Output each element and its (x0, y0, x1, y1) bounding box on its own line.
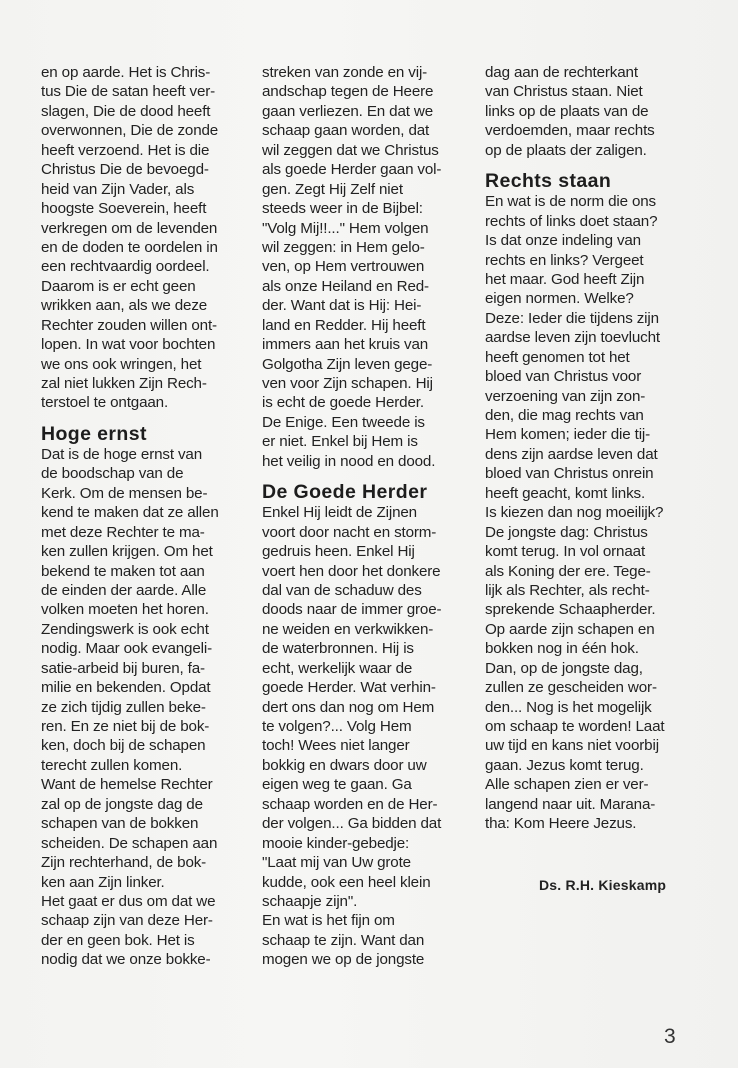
text-line: als Koning der ere. Tege- (485, 562, 651, 580)
text-line: ken zullen krijgen. Om het (41, 543, 213, 561)
text-line: Op aarde zijn schapen en (485, 620, 655, 638)
text-line: wil zeggen: in Hem gelo- (262, 238, 425, 256)
text-line: verkregen om de levenden (41, 219, 218, 237)
text-line: "Volg Mij!!..." Hem volgen (262, 219, 429, 237)
text-line: steeds weer in de Bijbel: (262, 200, 423, 218)
section-heading: Rechts staan (485, 170, 612, 193)
text-line: Daarom is er echt geen (41, 277, 196, 295)
text-line: heid van Zijn Vader, als (41, 180, 195, 198)
text-line: is echt de goede Herder. (262, 394, 424, 412)
body-paragraph (41, 445, 256, 970)
text-line: Alle schapen zien er ver- (485, 776, 649, 794)
text-line: Enkel Hij leidt de Zijnen (262, 504, 417, 522)
text-line: land en Redder. Hij heeft (262, 316, 426, 334)
text-line: schaapje zijn". (262, 892, 358, 910)
body-paragraph (262, 503, 477, 970)
text-line: der en geen bok. Het is (41, 931, 195, 949)
text-line: verdoemden, maar rechts (485, 122, 655, 140)
text-line: bloed van Christus voor (485, 368, 642, 386)
text-line: hoogste Soeverein, heeft (41, 200, 207, 218)
text-line: doods naar de immer groe- (262, 601, 442, 619)
text-line: voert hen door het donkere (262, 562, 441, 580)
section-heading: Hoge ernst (41, 422, 147, 445)
text-line: Is kiezen dan nog moeilijk? (485, 504, 664, 522)
text-line: gaan. Jezus komt terug. (485, 756, 644, 774)
text-line: "Laat mij van Uw grote (262, 854, 411, 872)
text-line: langend naar uit. Marana- (485, 795, 656, 813)
text-line: de einden der aarde. Alle (41, 581, 207, 599)
text-line: heeft genomen tot het (485, 348, 630, 366)
text-line: gedruis heen. Enkel Hij (262, 543, 415, 561)
author-signature: Ds. R.H. Kieskamp (539, 877, 667, 893)
text-line: tha: Kom Heere Jezus. (485, 815, 637, 833)
text-line: het maar. God heeft Zijn (485, 270, 645, 288)
text-line: milie en bekenden. Opdat (41, 679, 211, 697)
text-line: links op de plaats van de (485, 102, 649, 120)
text-line: aardse leven zijn toevlucht (485, 329, 660, 347)
text-line: Zijn rechterhand, de bok- (41, 854, 207, 872)
text-line: een rechtvaardig oordeel. (41, 258, 210, 276)
body-paragraph (262, 63, 477, 471)
text-line: op de plaats der zaligen. (485, 141, 647, 159)
text-line: Want de hemelse Rechter (41, 776, 213, 794)
text-line: heeft verzoend. Het is die (41, 141, 210, 159)
text-line: toch! Wees niet langer (262, 737, 410, 755)
text-line: Het gaat er dus om dat we (41, 892, 216, 910)
column-3 (485, 63, 705, 834)
text-line: als goede Herder gaan vol- (262, 161, 442, 179)
text-line: bokkig en dwars door uw (262, 756, 427, 774)
text-line: te volgen?... Volg Hem (262, 718, 412, 735)
text-line: het veilig in nood en dood. (262, 452, 436, 470)
text-line: immers aan het kruis van (262, 336, 429, 354)
text-line: rechts of links doet staan? (485, 212, 658, 230)
text-line: nodig. Maar ook evangeli- (41, 640, 213, 658)
text-line: tus Die de satan heeft ver- (41, 83, 216, 101)
text-line: ken, doch bij de schapen (41, 737, 206, 755)
text-line: lijk als Rechter, als recht- (485, 581, 650, 599)
text-line: ven voor Zijn schapen. Hij (262, 375, 433, 392)
text-line: sprekende Schaapherder. (485, 601, 656, 619)
text-line: Is dat onze indeling van (485, 232, 641, 250)
text-line: kend te maken dat ze allen (41, 504, 219, 522)
text-line: de boodschap van de (41, 465, 184, 483)
text-line: dag aan de rechterkant (485, 64, 638, 81)
text-line: streken van zonde en vij- (262, 64, 428, 81)
text-line: zal op de jongste dag de (41, 795, 203, 813)
section-heading: De Goede Herder (262, 481, 428, 504)
text-line: Dan, op de jongste dag, (485, 659, 643, 677)
text-line: Kerk. Om de mensen be- (41, 484, 208, 502)
page-number: 3 (664, 1025, 676, 1048)
text-line: als onze Heiland en Red- (262, 277, 429, 295)
text-line: ren. En ze niet bij de bok- (41, 718, 210, 735)
body-paragraph (41, 63, 256, 413)
text-line: zullen ze gescheiden wor- (485, 679, 657, 697)
text-line: wrikken aan, als we deze (41, 297, 208, 315)
column-2 (262, 63, 477, 970)
text-line: gen. Zegt Hij Zelf niet (262, 180, 403, 198)
text-line: komt terug. In vol ornaat (485, 543, 646, 561)
text-line: dal van de schaduw des (262, 581, 422, 599)
text-line: er niet. Enkel bij Hem is (262, 433, 418, 451)
text-line: gaan verliezen. En dat we (262, 102, 434, 120)
text-line: verzoening van zijn zon- (485, 387, 646, 405)
text-line: bloed van Christus onrein (485, 465, 654, 483)
text-line: Dat is de hoge ernst van (41, 445, 203, 463)
text-line: ze zich tijdig zullen beke- (41, 698, 206, 716)
text-line: volken moeten het horen. (41, 601, 209, 619)
column-1 (41, 63, 256, 970)
text-line: schapen van de bokken (41, 815, 199, 833)
text-line: dens zijn aardse leven dat (485, 445, 658, 463)
text-line: goede Herder. Wat verhin- (262, 679, 436, 697)
text-line: schaap worden en de Her- (262, 795, 438, 813)
text-line: Zendingswerk is ook echt (41, 620, 209, 638)
text-line: en de doden te oordelen in (41, 238, 218, 256)
text-line: wil zeggen dat we Christus (262, 141, 439, 159)
text-line: van Christus staan. Niet (485, 83, 643, 101)
text-line: en op aarde. Het is Chris- (41, 64, 211, 81)
text-line: echt, werkelijk waar de (262, 659, 413, 677)
text-line: den... Nog is het mogelijk (485, 698, 652, 716)
text-line: En wat is de norm die ons (485, 193, 656, 211)
text-line: schaap gaan worden, dat (262, 122, 430, 140)
text-line: met deze Rechter te ma- (41, 523, 205, 541)
text-line: schaap te zijn. Want dan (262, 931, 425, 949)
body-paragraph (485, 63, 705, 160)
text-line: ne weiden en verkwikken- (262, 620, 434, 638)
text-line: de waterbronnen. Hij is (262, 640, 414, 658)
text-line: bokken nog in één hok. (485, 640, 639, 658)
text-line: den, die mag rechts van (485, 407, 644, 424)
text-line: voort door nacht en storm- (262, 523, 437, 541)
text-line: der. Want dat is Hij: Hei- (262, 297, 422, 315)
text-line: Golgotha Zijn leven gege- (262, 355, 433, 373)
text-line: bekend te maken tot aan (41, 562, 205, 580)
text-line: uw tijd en kans niet voorbij (485, 737, 659, 755)
text-line: scheiden. De schapen aan (41, 834, 218, 852)
text-line: satie-arbeid bij buren, fa- (41, 659, 205, 677)
text-line: dert ons dan nog om Hem (262, 698, 435, 716)
text-line: De jongste dag: Christus (485, 523, 648, 541)
text-line: om schaap te worden! Laat (485, 718, 665, 735)
text-line: Hem komen; ieder die tij- (485, 426, 651, 444)
body-paragraph (485, 192, 705, 833)
text-line: terecht zullen komen. (41, 756, 183, 774)
text-line: Christus Die de bevoegd- (41, 161, 209, 179)
text-line: De Enige. Een tweede is (262, 413, 425, 431)
text-line: En wat is het fijn om (262, 912, 395, 930)
text-line: rechts en links? Vergeet (485, 251, 644, 269)
text-line: nodig dat we onze bokke- (41, 951, 211, 969)
text-line: kudde, ook een heel klein (262, 873, 431, 891)
text-line: mogen we op de jongste (262, 951, 425, 969)
text-line: lopen. In wat voor bochten (41, 336, 216, 354)
text-line: eigen normen. Welke? (485, 290, 634, 308)
text-line: ken aan Zijn linker. (41, 873, 165, 891)
text-line: eigen weg te gaan. Ga (262, 776, 412, 794)
text-line: overwonnen, Die de zonde (41, 122, 219, 140)
text-line: schaap zijn van deze Her- (41, 912, 213, 930)
text-line: Rechter zouden willen ont- (41, 316, 217, 334)
text-line: heeft geacht, komt links. (485, 484, 646, 502)
text-line: zal niet lukken Zijn Rech- (41, 375, 207, 392)
text-line: Deze: Ieder die tijdens zijn (485, 309, 659, 327)
text-line: ven, op Hem vertrouwen (262, 258, 425, 276)
text-line: der volgen... Ga bidden dat (262, 815, 442, 833)
text-line: we ons ook wringen, het (41, 355, 202, 373)
text-line: terstoel te ontgaan. (41, 394, 169, 412)
text-line: mooie kinder-gebedje: (262, 834, 410, 852)
text-line: andschap tegen de Heere (262, 83, 434, 101)
text-line: slagen, Die de dood heeft (41, 102, 211, 120)
